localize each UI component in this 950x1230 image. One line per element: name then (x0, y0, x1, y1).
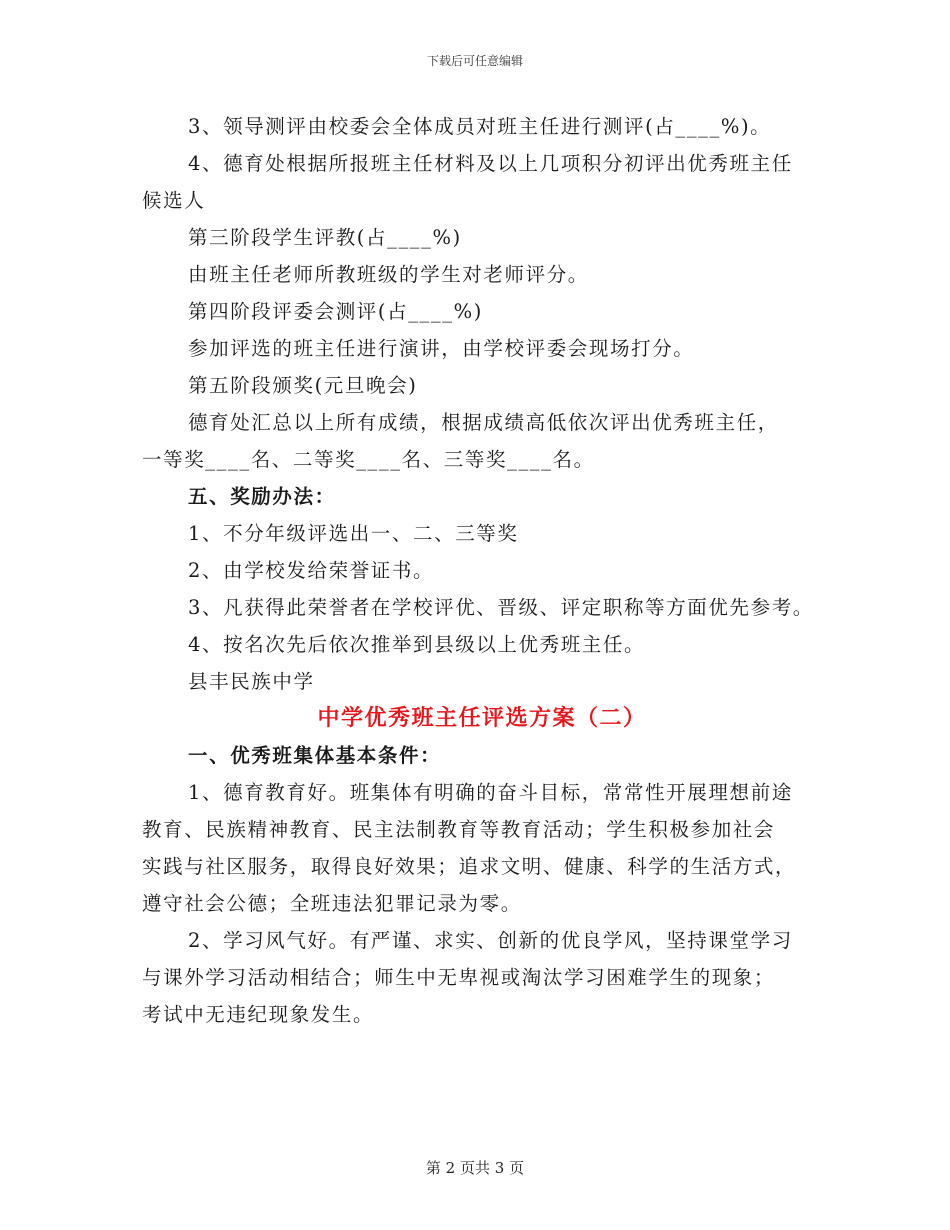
paragraph-line: 4、德育处根据所报班主任材料及以上几项积分初评出优秀班主任 (188, 152, 793, 175)
paragraph-line: 教育、民族精神教育、民主法制教育等教育活动；学生积极参加社会 (142, 818, 776, 841)
document-body (142, 108, 822, 1033)
paragraph-line: 实践与社区服务，取得良好效果；追求文明、健康、科学的生活方式， (142, 855, 797, 878)
paragraph-line: 2、学习风气好。有严谨、求实、创新的优良学风，坚持课堂学习 (188, 929, 793, 952)
section-title: 中学优秀班主任评选方案（二） (317, 705, 647, 731)
document-part-2 (142, 737, 822, 1033)
heading-line: 五、奖励办法： (188, 485, 336, 508)
paragraph-line: 一等奖____名、二等奖____名、三等奖____名。 (142, 448, 595, 471)
paragraph-line: 2、由学校发给荣誉证书。 (188, 559, 435, 582)
paragraph-line: 1、不分年级评选出一、二、三等奖 (188, 522, 519, 545)
paragraph-line: 与课外学习活动相结合；师生中无卑视或淘汰学习困难学生的现象； (142, 966, 776, 989)
paragraph-line: 考试中无违纪现象发生。 (142, 1003, 375, 1026)
paragraph-line: 第三阶段学生评教(占____%) (188, 226, 462, 249)
page-header: 下载后可任意编辑 (426, 54, 523, 68)
heading-line: 一、优秀班集体基本条件： (188, 744, 442, 767)
paragraph-line: 德育处汇总以上所有成绩，根据成绩高低依次评出优秀班主任， (188, 411, 779, 434)
paragraph-line: 3、凡获得此荣誉者在学校评优、晋级、评定职称等方面优先参考。 (188, 596, 814, 619)
paragraph-line: 1、德育教育好。班集体有明确的奋斗目标，常常性开展理想前途 (188, 781, 793, 804)
document-part-1 (142, 108, 822, 700)
paragraph-line: 遵守社会公德；全班违法犯罪记录为零。 (142, 892, 522, 915)
paragraph-line: 县丰民族中学 (188, 670, 315, 693)
page-footer: 第 2 页共 3 页 (425, 1159, 525, 1177)
paragraph-line: 第四阶段评委会测评(占____%) (188, 300, 483, 323)
paragraph-line: 由班主任老师所教班级的学生对老师评分。 (188, 263, 589, 286)
paragraph-line: 第五阶段颁奖(元旦晚会) (188, 374, 418, 397)
paragraph-line: 候选人 (142, 189, 206, 212)
paragraph-line: 3、领导测评由校委会全体成员对班主任进行测评(占____%)。 (188, 115, 772, 138)
paragraph-line: 4、按名次先后依次推举到县级以上优秀班主任。 (188, 633, 646, 656)
paragraph-line: 参加评选的班主任进行演讲，由学校评委会现场打分。 (188, 337, 695, 360)
